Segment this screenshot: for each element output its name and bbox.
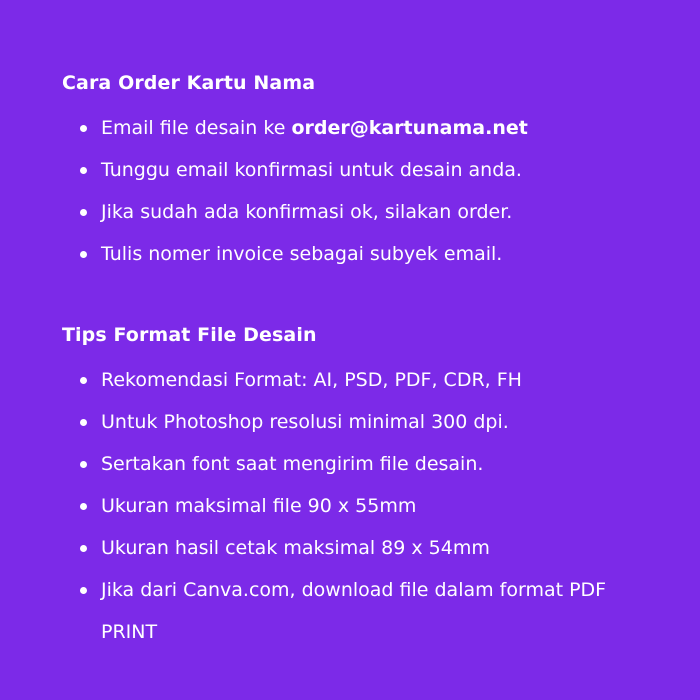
list-item-text: Tulis nomer invoice sebagai subyek email.	[101, 243, 503, 265]
section-title-tips: Tips Format File Desain	[62, 324, 317, 346]
section-title-order: Cara Order Kartu Nama	[62, 72, 316, 94]
order-email-link[interactable]: order@kartunama.net	[291, 117, 528, 139]
list-item-confirmation	[80, 149, 528, 191]
list-item-text: Jika sudah ada konfirmasi ok, silakan order.	[101, 201, 513, 223]
bullet-icon	[80, 587, 87, 594]
bullet-icon	[80, 125, 87, 132]
email-instruction-text: Email file desain ke	[101, 117, 292, 139]
list-item-font	[80, 443, 641, 485]
list-item-print-size	[80, 527, 641, 569]
list-item-text: Jika dari Canva.com, download file dalam format PDF PRINT	[101, 579, 607, 643]
bullet-icon	[80, 251, 87, 258]
list-item-text: Ukuran maksimal file 90 x 55mm	[101, 495, 417, 517]
list-item-canva	[80, 569, 641, 653]
list-item-order	[80, 191, 528, 233]
list-item-text: Sertakan font saat mengirim file desain.	[101, 453, 484, 475]
list-item-text: Untuk Photoshop resolusi minimal 300 dpi.	[101, 411, 509, 433]
list-item-text: Tunggu email konfirmasi untuk desain anda.	[101, 159, 522, 181]
bullet-icon	[80, 419, 87, 426]
bullet-icon	[80, 461, 87, 468]
bullet-icon	[80, 377, 87, 384]
list-item-invoice	[80, 233, 528, 275]
list-item-text: Rekomendasi Format: AI, PSD, PDF, CDR, FH	[101, 369, 522, 391]
tips-list	[80, 359, 641, 653]
list-item-email	[80, 107, 528, 149]
list-item-text: Ukuran hasil cetak maksimal 89 x 54mm	[101, 537, 490, 559]
bullet-icon	[80, 209, 87, 216]
bullet-icon	[80, 545, 87, 552]
bullet-icon	[80, 167, 87, 174]
order-steps-list	[80, 107, 528, 275]
list-item-resolution	[80, 401, 641, 443]
list-item-format	[80, 359, 641, 401]
bullet-icon	[80, 503, 87, 510]
list-item-file-size	[80, 485, 641, 527]
